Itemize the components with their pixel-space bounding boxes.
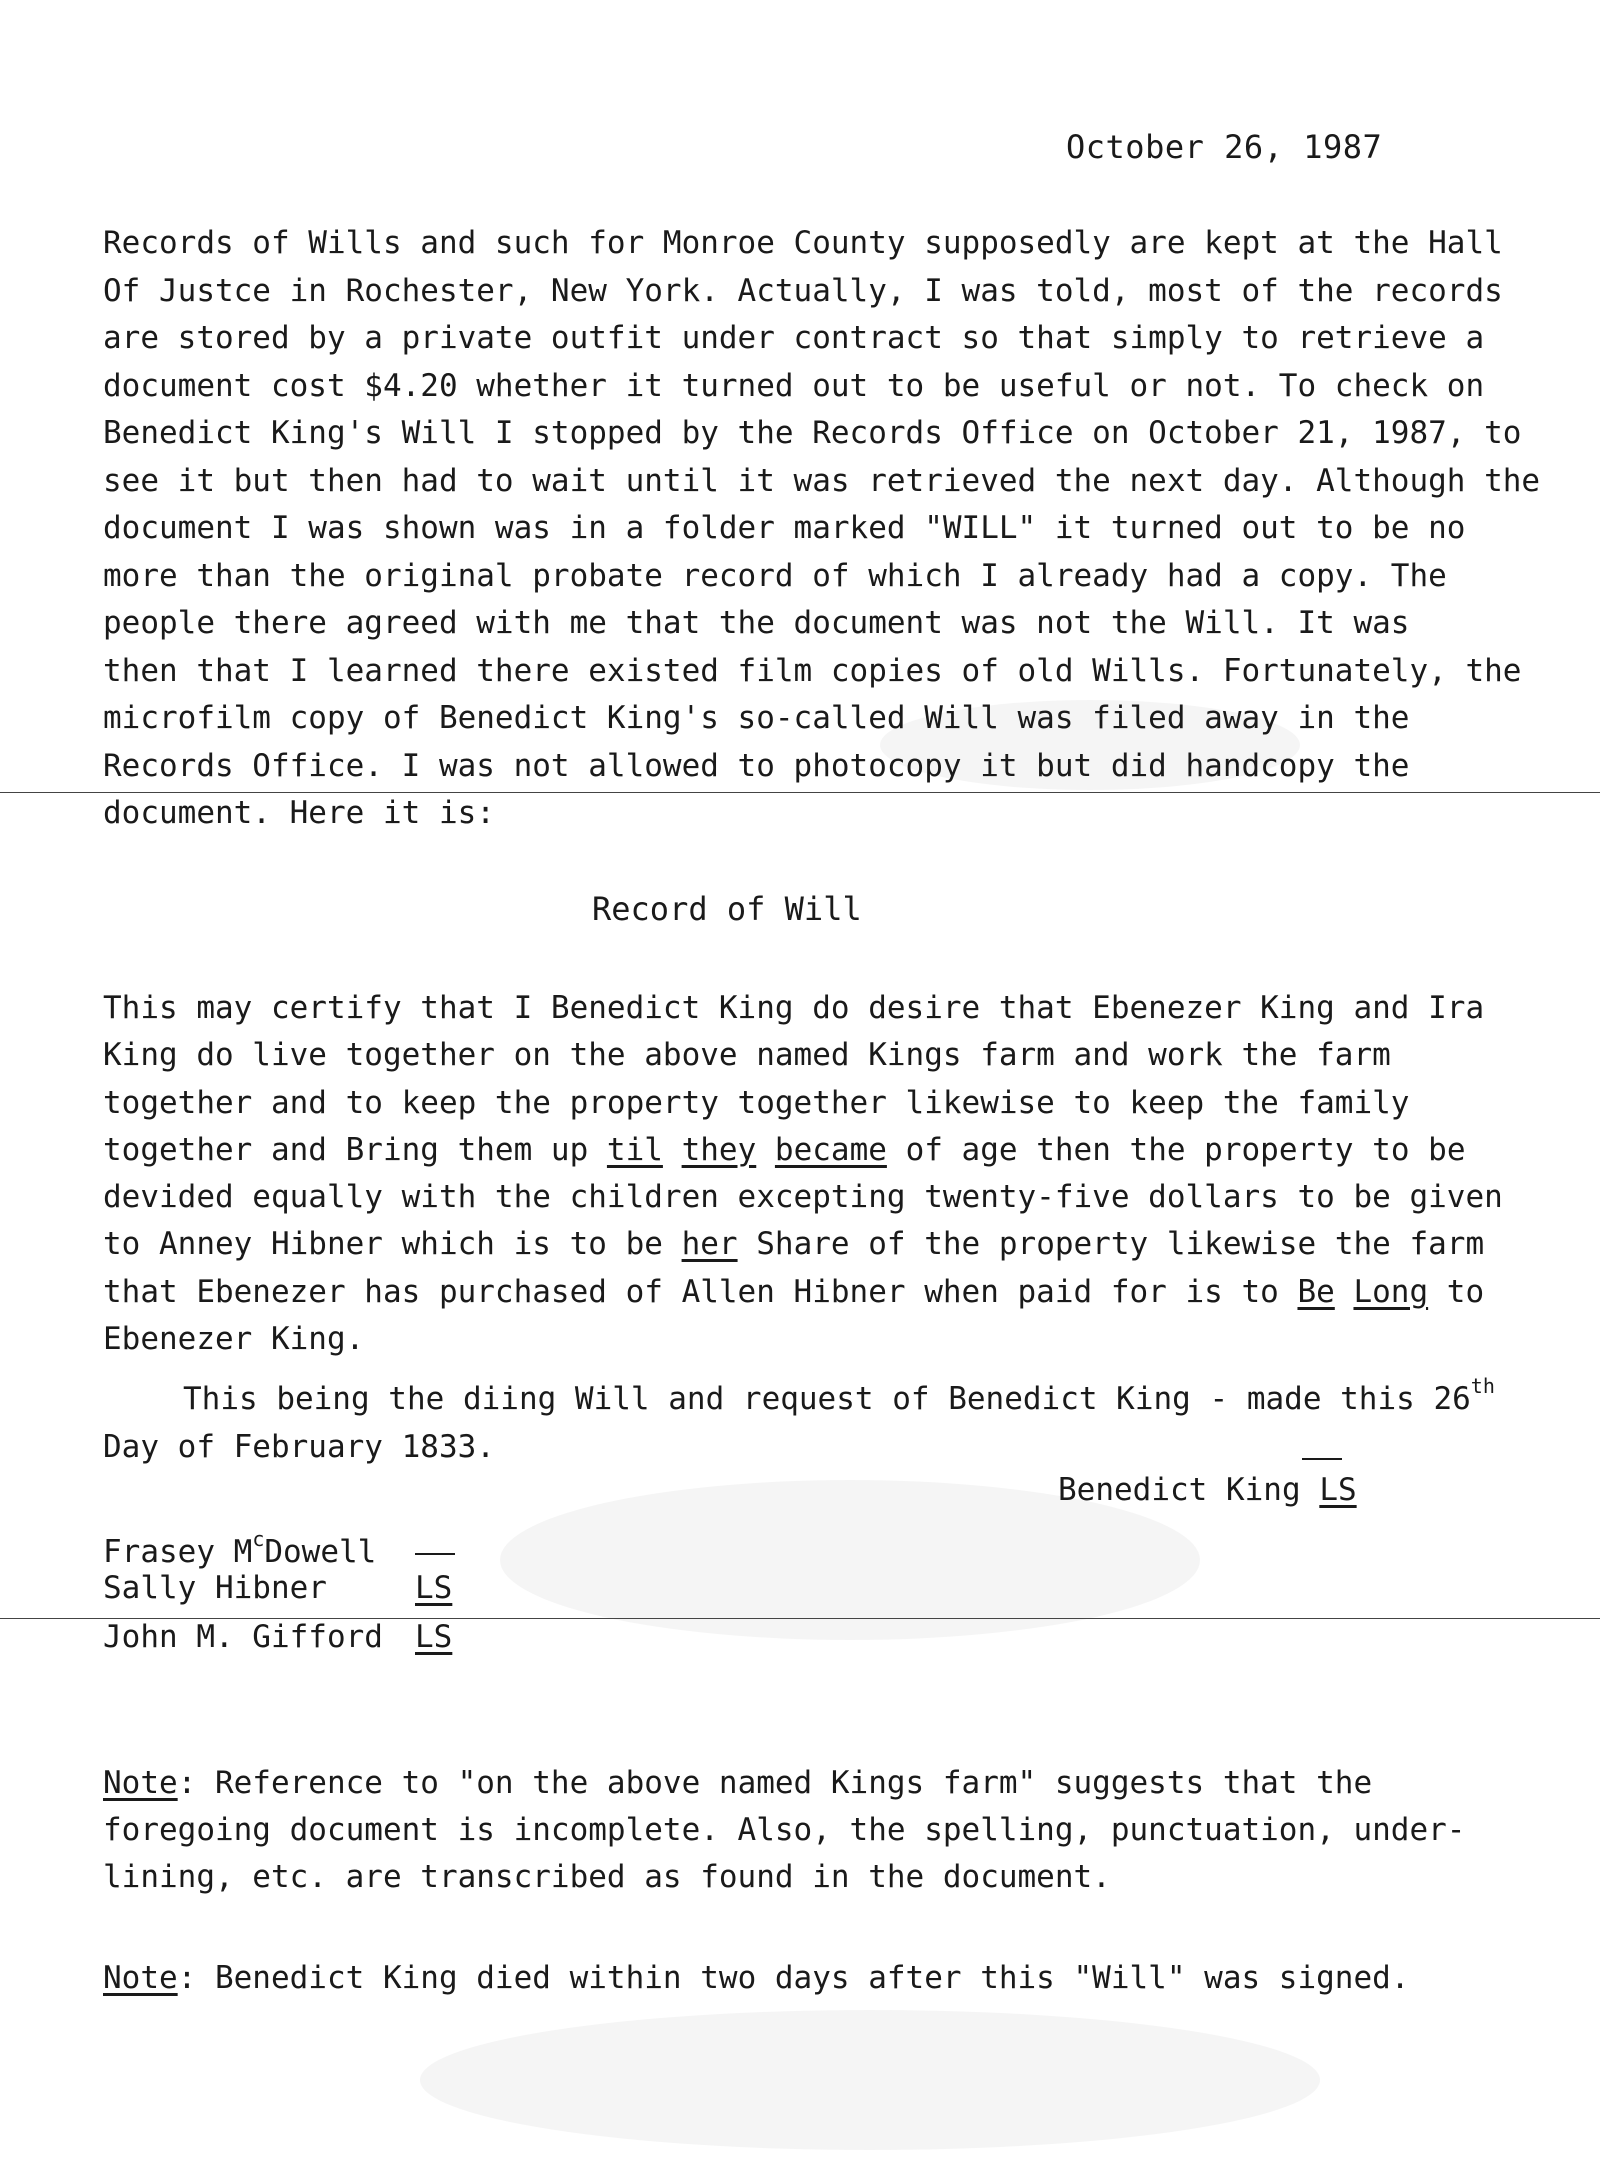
- will-text: [1335, 1274, 1354, 1310]
- note-line: [103, 1760, 1423, 1807]
- witness-name-part: Dowell: [264, 1534, 377, 1570]
- intro-line: are stored by a private outfit under contract so that simply to retrieve a: [103, 320, 1485, 356]
- note-line: [103, 1955, 1423, 2003]
- intro-line: more than the original probate record of which I already had a copy. The: [103, 557, 1447, 594]
- intro-line: document I was shown was in a folder marked "WILL" it turned out to be no: [103, 510, 1466, 546]
- ordinal-suffix: th: [1470, 1374, 1495, 1399]
- note-text: : Reference to "on the above named Kings farm" suggests that the: [177, 1765, 1373, 1801]
- will-line: [103, 1363, 1495, 1423]
- underlined-word: Long: [1353, 1273, 1429, 1310]
- witness-name-part: Frasey M: [103, 1534, 253, 1570]
- note-incomplete: [103, 1760, 1466, 1901]
- note-text: : Benedict King died within two days after this "Will" was signed.: [177, 1960, 1410, 1996]
- note-label: Note: [103, 1765, 178, 1801]
- witness-row: [103, 1613, 503, 1662]
- intro-line: Of Justce in Rochester, New York. Actually, I was told, most of the records: [103, 272, 1503, 309]
- will-heading: Record of Will: [592, 890, 862, 928]
- underlined-word: they: [681, 1131, 757, 1168]
- intro-line: document cost $4.20 whether it turned out to be useful or not. To check on: [103, 367, 1485, 404]
- will-line: Ebenezer King.: [103, 1321, 365, 1358]
- will-text: [663, 1132, 682, 1168]
- will-text: Share of the property likewise the farm: [737, 1226, 1485, 1263]
- testator-name: Benedict King: [1058, 1472, 1301, 1508]
- intro-paragraph: [103, 220, 1541, 838]
- intro-line: then that I learned there existed film copies of old Wills. Fortunately, the: [103, 652, 1522, 689]
- will-text: that Ebenezer has purchased of Allen Hibner when paid for is to: [103, 1273, 1298, 1310]
- underlined-word: her: [681, 1226, 738, 1263]
- witness-name-superscript: c: [252, 1527, 265, 1551]
- intro-line: Benedict King's Will I stopped by the Records Office on October 21, 1987, to: [103, 415, 1522, 451]
- will-line: together and to keep the property together likewise to keep the family: [103, 1084, 1410, 1121]
- note-line: lining, etc. are transcribed as found in the document.: [103, 1859, 1111, 1895]
- signature-blank: [415, 1553, 455, 1555]
- will-text: to: [1428, 1273, 1485, 1310]
- underlined-word: Be: [1297, 1273, 1335, 1310]
- will-text: This being the diing Will and request of Benedict King - made this 26: [183, 1381, 1471, 1418]
- intro-line: microfilm copy of Benedict King's so-called Will was filed away in the: [103, 700, 1410, 736]
- underlined-word: til: [606, 1131, 663, 1168]
- ls-seal-mark: LS: [1319, 1472, 1357, 1508]
- witness-name: Sally Hibner: [103, 1570, 327, 1606]
- underlined-word: became: [774, 1131, 887, 1168]
- will-text: of age then the property to be: [886, 1131, 1466, 1168]
- witness-name: John M. Gifford: [103, 1619, 383, 1655]
- witness-list: [103, 1515, 503, 1662]
- will-text: to Anney Hibner which is to be: [103, 1226, 682, 1263]
- note-line: foregoing document is incomplete. Also, the spelling, punctuation, under-: [103, 1812, 1466, 1848]
- will-text: [756, 1132, 775, 1168]
- ls-seal-mark: LS: [415, 1570, 453, 1606]
- intro-line: people there agreed with me that the document was not the Will. It was: [103, 605, 1410, 641]
- will-line: [103, 1269, 1485, 1316]
- will-line: [103, 1127, 1466, 1174]
- intro-line: Records Office. I was not allowed to photocopy it but did handcopy the: [103, 747, 1410, 784]
- will-line: devided equally with the children excepting twenty-five dollars to be given: [103, 1179, 1503, 1216]
- will-line: This may certify that I Benedict King do desire that Ebenezer King and Ira: [103, 990, 1485, 1026]
- will-line: King do live together on the above named Kings farm and work the farm: [103, 1037, 1391, 1074]
- will-line: [103, 1221, 1485, 1268]
- signature-blank: [1302, 1458, 1342, 1460]
- note-label: Note: [103, 1960, 178, 1996]
- scan-smudge: [420, 2010, 1320, 2150]
- will-text: together and Bring them up: [103, 1131, 607, 1168]
- intro-line: document. Here it is:: [103, 795, 495, 831]
- ls-seal-mark: LS: [415, 1619, 453, 1655]
- note-death: [103, 1955, 1423, 2003]
- witness-row: [103, 1515, 503, 1570]
- testator-signature: [1058, 1472, 1357, 1508]
- will-transcription: [103, 985, 1503, 1471]
- witness-row: [103, 1564, 503, 1613]
- will-line: Day of February 1833.: [103, 1428, 495, 1465]
- document-date: October 26, 1987: [1066, 128, 1383, 166]
- intro-line: Records of Wills and such for Monroe County supposedly are kept at the Hall: [103, 225, 1503, 261]
- intro-line: see it but then had to wait until it was retrieved the next day. Although the: [103, 462, 1541, 499]
